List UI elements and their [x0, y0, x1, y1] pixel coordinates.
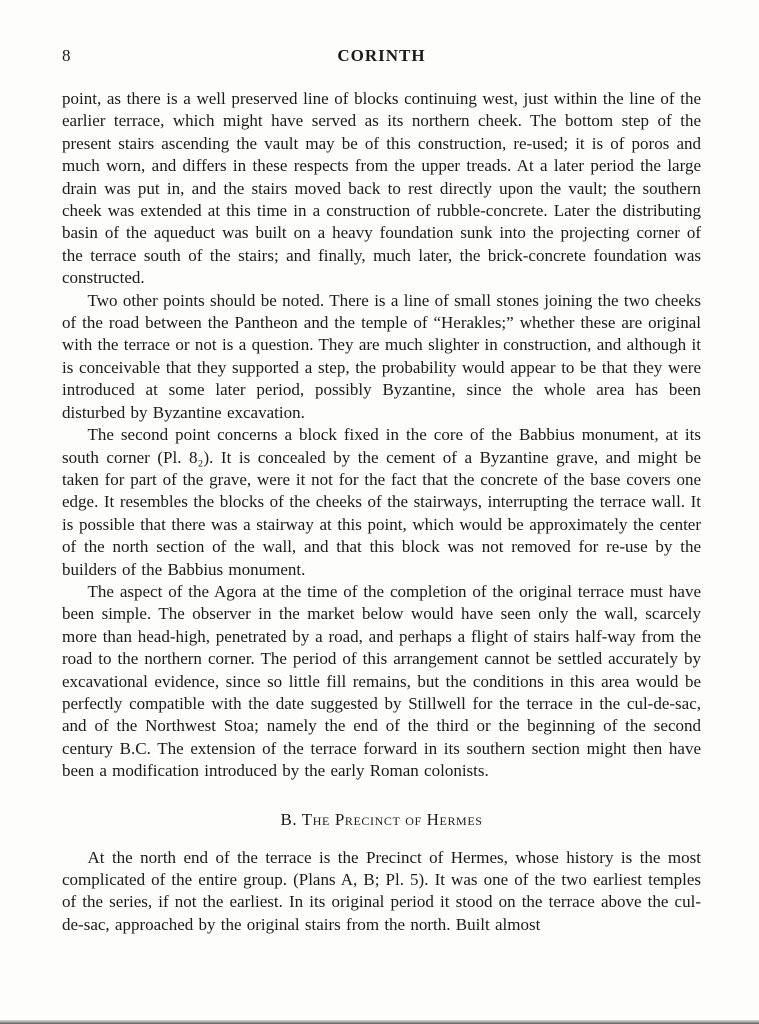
page-header	[62, 46, 701, 68]
section-heading: B. The Precinct of Hermes	[280, 809, 483, 829]
body-paragraph-5: At the north end of the terrace is the Precinct of Hermes, whose history is the most complicated of the entire group. (Plans A, B; Pl. 5). It was one of the two earliest temples of the series, if not the earliest. In its original period it stood on the terrace above the cul-de-sac, approached by the original stairs from the north. Built almost	[62, 847, 701, 934]
page-number: 8	[62, 46, 71, 65]
page-body	[62, 88, 701, 936]
body-paragraph-1: point, as there is a well preserved line of blocks continuing west, just within the line of the earlier terrace, which might have served as its northern cheek. The bottom step of the present stairs ascending the vault may be of this construction, re-used; it is of poros and much worn, and differs in these respects from the upper treads. At a later period the large drain was put in, and the stairs moved back to rest directly upon the vault; the southern cheek was extended at this time in a construction of rubble-concrete. Later the distributing basin of the aqueduct was built on a heavy foundation sunk into the projecting corner of the terrace south of the stairs; and finally, much later, the brick-concrete foundation was constructed.	[62, 89, 701, 288]
body-paragraph-4: The aspect of the Agora at the time of the completion of the original terrace must have been simple. The observer in the market below would have seen only the wall, scarcely more than head-high, penetrated by a road, and perhaps a flight of stairs half-way from the road to the northern corner. The period of this arrangement cannot be settled accurately by excavational evidence, since so little fill remains, but the conditions in this area would be perfectly compatible with the date suggested by Stillwell for the terrace in the cul-de-sac, and of the Northwest Stoa; namely the end of the third or the beginning of the second century B.C. The extension of the terrace forward in its southern section might then have been a modification introduced by the early Roman colonists.	[62, 581, 701, 781]
body-paragraph-3: The second point concerns a block fixed in the core of the Babbius monument, at its south corner (Pl. 8₂). It is concealed by the cement of a Byzantine grave, and might be taken for part of the grave, were it not for the fact that the concrete of the base covers one edge. It resembles the blocks of the cheeks of the stairways, interrupting the terrace wall. It is possible that there was a stairway at this point, which would be approximately the center of the north section of the wall, and that this block was not removed for re-use by the builders of the Babbius monument.	[62, 425, 701, 579]
body-paragraph-2: Two other points should be noted. There is a line of small stones joining the two cheeks of the road between the Pantheon and the temple of “Herakles;” whether these are original with the terrace or not is a question. They are much slighter in construction, and although it is conceivable that they supported a step, the probability would appear to be that they were introduced at some later period, possibly Byzantine, since the whole area has been disturbed by Byzantine excavation.	[62, 290, 701, 422]
scan-edge-artifact	[0, 1020, 759, 1024]
running-header: CORINTH	[337, 46, 426, 65]
